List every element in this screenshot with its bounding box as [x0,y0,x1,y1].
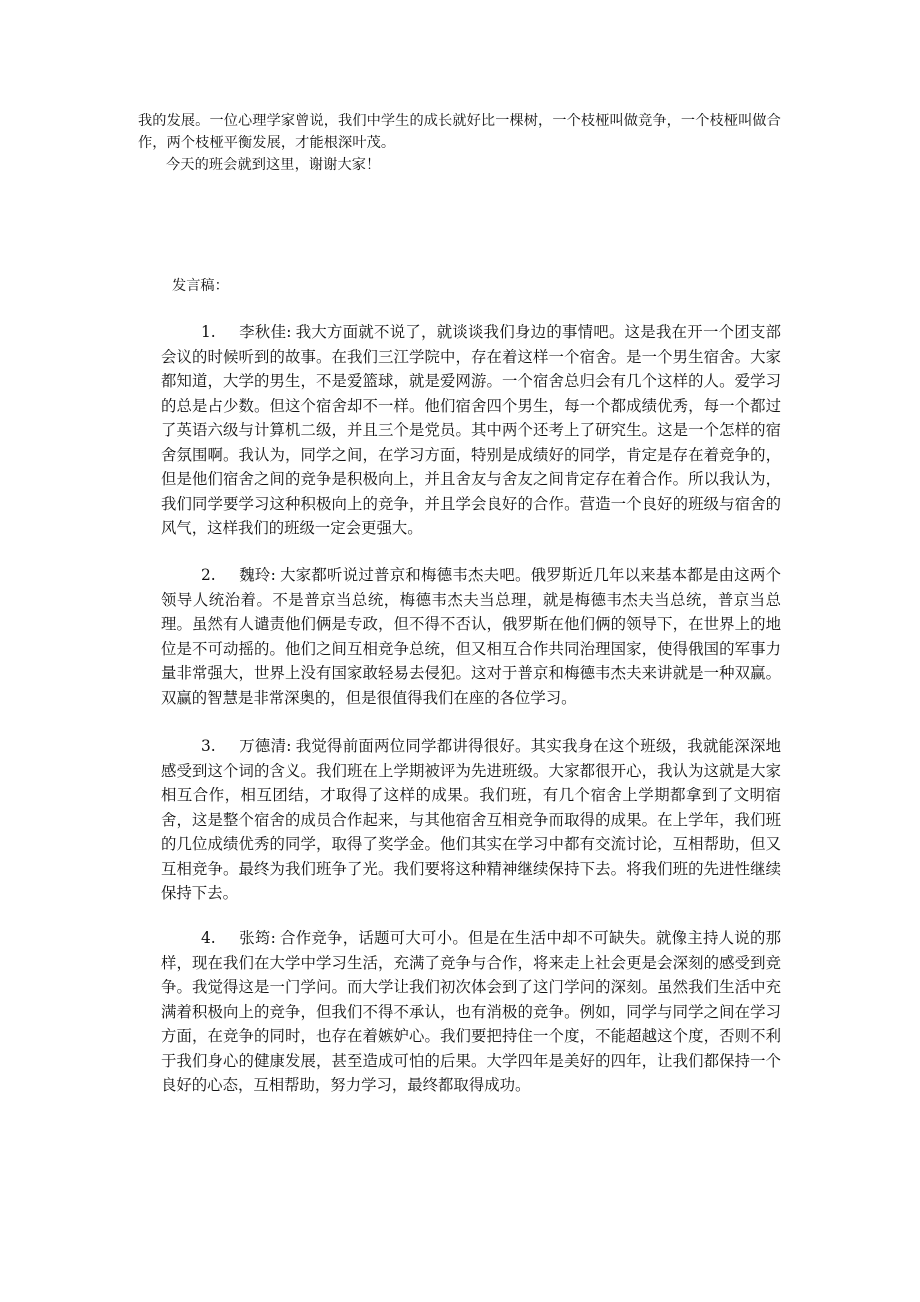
speech-text: 我大方面就不说了，就谈谈我们身边的事情吧。这是我在开一个团支部会议的时候听到的故事。在我们三江学院中，存在着这样一个宿舍。是一个男生宿舍。大家都知道，大学的男生，不是爱篮球，就是爱网游。一个宿舍总归会有几个这样的人。爱学习的总是占少数。但这个宿舍却不一样。他们宿舍四个男生，每一个都成绩优秀，每一个都过了英语六级与计算机二级，并且三个是党员。其中两个还考上了研究生。这是一个怎样的宿舍氛围啊。我认为，同学之间，在学习方面，特别是成绩好的同学，肯定是存在着竞争的，但是他们宿舍之间的竞争是积极向上，并且舍友与舍友之间肯定存在着合作。所以我认为，我们同学要学习这种积极向上的竞争，并且学会良好的合作。营造一个良好的班级与宿舍的风气，这样我们的班级一定会更强大。 [161,323,781,537]
speaker-name: 李秋佳: [239,323,292,341]
speech-item [161,734,781,906]
speech-number: 3. [201,737,216,755]
speech-number: 4. [201,929,216,947]
speech-heading: 发言稿： [172,278,229,294]
speaker-name: 张筠: [239,929,276,947]
speech-text: 大家都听说过普京和梅德韦杰夫吧。俄罗斯近几年以来基本都是由这两个领导人统治着。不是普京当总统，梅德韦杰夫当总理，就是梅德韦杰夫当总统，普京当总理。虽然有人谴责他们俩是专政，但不得不否认，俄罗斯在他们俩的领导下，在世界上的地位是不可动摇的。他们之间互相竞争总统，但又相互合作共同治理国家，使得俄国的军事力量非常强大，世界上没有国家敢轻易去侵犯。这对于普京和梅德韦杰夫来讲就是一种双赢。双赢的智慧是非常深奥的，但是很值得我们在座的各位学习。 [161,566,781,707]
speech-text: 合作竞争，话题可大可小。但是在生活中却不可缺失。就像主持人说的那样，现在我们在大学中学习生活，充满了竞争与合作，将来走上社会更是会深刻的感受到竞争。我觉得这是一门学问。而大学让我们初次体会到了这门学问的深刻。虽然我们生活中充满着积极向上的竞争，但我们不得不承认，也有消极的竞争。例如，同学与同学之间在学习方面，在竞争的同时，也存在着嫉妒心。我们要把持住一个度，不能超越这个度，否则不利于我们身心的健康发展，甚至造成可怕的后果。大学四年是美好的四年，让我们都保持一个良好的心态，互相帮助，努力学习，最终都取得成功。 [161,929,781,1094]
speech-text: 我觉得前面两位同学都讲得很好。其实我身在这个班级，我就能深深地感受到这个词的含义。我们班在上学期被评为先进班级。大家都很开心，我认为这就是大家相互合作，相互团结，才取得了这样的成果。我们班，有几个宿舍上学期都拿到了文明宿舍，这是整个宿舍的成员合作起来，与其他宿舍互相竞争而取得的成果。在上学年，我们班的几位成绩优秀的同学，取得了奖学金。他们其实在学习中都有交流讨论，互相帮助，但又互相竞争。最终为我们班争了光。我们要将这种精神继续保持下去。将我们班的先进性继续保持下去。 [161,737,781,902]
intro-section [138,110,788,176]
speech-number: 2. [201,566,216,584]
closing-line: 今天的班会就到这里，谢谢大家！ [166,157,381,173]
speech-number: 1. [201,323,216,341]
speaker-name: 魏玲: [239,566,276,584]
speaker-name: 万德清: [239,737,292,755]
speech-item [161,563,781,710]
speech-item [161,926,781,1098]
speech-item [161,320,781,541]
intro-paragraph: 我的发展。一位心理学家曾说，我们中学生的成长就好比一棵树，一个枝桠叫做竞争，一个枝桠叫做合作，两个枝桠平衡发展，才能根深叶茂。 [138,113,781,151]
